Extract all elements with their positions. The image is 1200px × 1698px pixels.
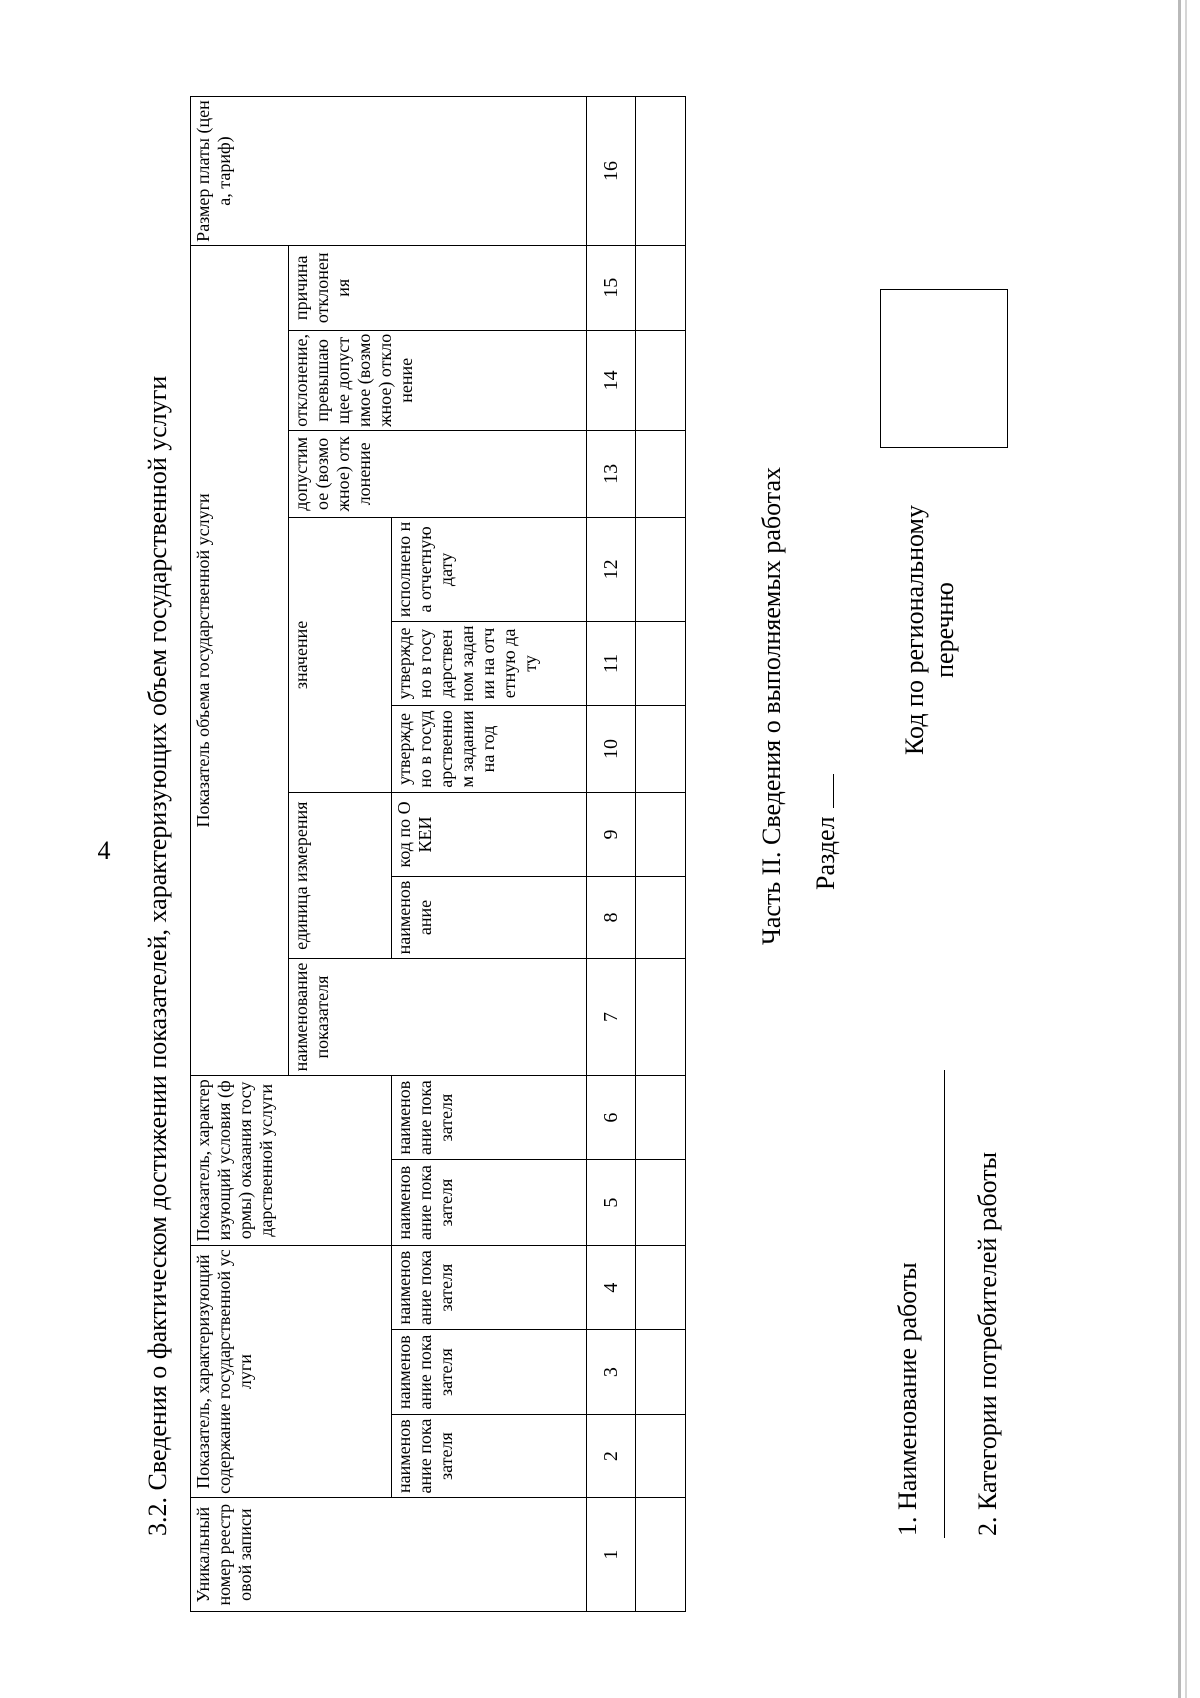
column-number: 16 <box>587 97 636 246</box>
header-unit-name: наименование <box>392 876 587 958</box>
header-indicator-name-sub: наименование показателя <box>392 1330 587 1414</box>
header-content-indicator: Показатель, характеризующий содержание государственной услуги <box>191 1245 392 1497</box>
table-cell <box>636 1330 686 1414</box>
header-approved-date: утверждено в государственном задании на отчетную дату <box>392 622 587 705</box>
header-allowed-deviation: допустимое (возможное) отклонение <box>289 431 587 518</box>
column-number: 12 <box>587 517 636 622</box>
table-cell <box>636 330 686 431</box>
header-indicator-name-sub: наименование показателя <box>392 1245 587 1330</box>
section-line <box>811 774 841 890</box>
column-number: 6 <box>587 1075 636 1159</box>
column-number: 11 <box>587 622 636 705</box>
table-cell <box>636 97 686 246</box>
column-number: 13 <box>587 431 636 518</box>
part-title: Часть II. Сведения о выполняемых работах <box>757 467 786 946</box>
column-number: 10 <box>587 705 636 793</box>
column-number: 14 <box>587 330 636 431</box>
header-unit: единица измерения <box>289 793 392 959</box>
table-cell <box>636 1414 686 1497</box>
column-number: 2 <box>587 1414 636 1497</box>
header-okei-code: код по ОКЕИ <box>392 793 587 876</box>
regional-list-code-label: Код по региональному перечню <box>900 505 959 755</box>
header-indicator-name-sub: наименование показателя <box>392 1075 587 1159</box>
header-indicator-name-sub: наименование показателя <box>392 1414 587 1497</box>
table-cell <box>636 431 686 518</box>
regional-list-code-box <box>880 289 1008 448</box>
header-volume-indicator: Показатель объема государственной услуги <box>191 246 289 1076</box>
header-indicator-name: наименование показателя <box>289 959 587 1076</box>
header-fee: Размер платы (цена, тариф) <box>191 97 587 246</box>
section-number-blank <box>811 774 834 808</box>
column-number: 8 <box>587 876 636 958</box>
header-conditions-indicator: Показатель, характеризующий условия (формы) оказания государственной услуги <box>191 1075 392 1245</box>
column-number: 7 <box>587 959 636 1076</box>
table-cell <box>636 1498 686 1612</box>
header-value: значение <box>289 517 392 793</box>
table-row <box>636 97 686 1612</box>
table-cell <box>636 246 686 331</box>
table-cell <box>636 1160 686 1246</box>
table-cell <box>636 517 686 622</box>
header-executed: исполнено на отчетную дату <box>392 517 587 622</box>
table-cell <box>636 959 686 1076</box>
consumer-categories-label: 2. Категории потребителей работы <box>973 1151 1002 1536</box>
column-number: 15 <box>587 246 636 331</box>
header-unique-number: Уникальный номер реестровой записи <box>191 1498 587 1612</box>
header-approved-year: утверждено в государственном задании на год <box>392 705 587 793</box>
page-number: 4 <box>97 836 111 865</box>
table-cell <box>636 876 686 958</box>
work-name-label: 1. Наименование работы <box>893 1262 922 1536</box>
column-number: 5 <box>587 1160 636 1246</box>
volume-indicators-table <box>190 96 686 1612</box>
column-number: 1 <box>587 1498 636 1612</box>
column-number: 9 <box>587 793 636 876</box>
table-cell <box>636 1245 686 1330</box>
header-deviation-reason: причина отклонения <box>289 246 587 331</box>
table-cell <box>636 705 686 793</box>
header-exceeding-deviation: отклонение, превышающее допустимое (возможное) отклонение <box>289 330 587 431</box>
section-title: 3.2. Сведения о фактическом достижении показателей, характеризующих объем государственной услуги <box>143 375 172 1536</box>
table-cell <box>636 622 686 705</box>
header-indicator-name-sub: наименование показателя <box>392 1160 587 1246</box>
table-cell <box>636 793 686 876</box>
work-name-underline <box>944 1070 945 1538</box>
section-label: Раздел <box>811 816 840 890</box>
column-number: 3 <box>587 1330 636 1414</box>
table-cell <box>636 1075 686 1159</box>
column-number: 4 <box>587 1245 636 1330</box>
